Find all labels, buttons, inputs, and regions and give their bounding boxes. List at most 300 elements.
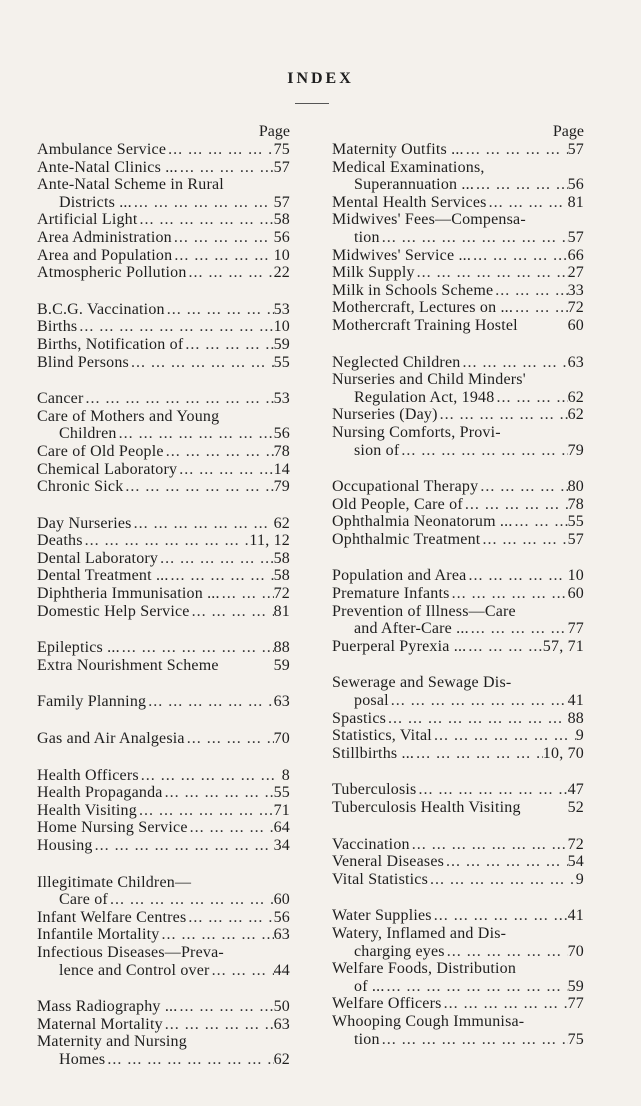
index-entry bbox=[332, 620, 584, 638]
index-entry bbox=[37, 926, 290, 944]
index-entry bbox=[37, 211, 290, 229]
entry-term: Premature Infants bbox=[332, 585, 450, 603]
index-entry bbox=[37, 730, 290, 748]
index-entry bbox=[332, 960, 584, 978]
dot-leader bbox=[187, 1033, 290, 1051]
entry-page-number: 60 bbox=[273, 891, 290, 909]
dot-leader bbox=[485, 159, 584, 177]
index-entry bbox=[332, 176, 584, 194]
entry-page-number: 41 bbox=[567, 907, 584, 925]
dot-leader bbox=[516, 603, 584, 621]
entry-term: Prevention of Illness—Care bbox=[332, 602, 516, 620]
entry-page-number: 10, 70 bbox=[542, 744, 584, 762]
entry-page-number: 59 bbox=[273, 656, 290, 674]
dot-leader bbox=[83, 532, 250, 550]
index-entry bbox=[332, 354, 584, 372]
index-entry bbox=[332, 299, 584, 317]
entry-page-number: 60 bbox=[567, 316, 584, 334]
index-entry bbox=[332, 424, 584, 442]
entry-page-number: 88 bbox=[273, 639, 290, 657]
dot-leader bbox=[521, 799, 568, 817]
entry-term: Domestic Help Service bbox=[37, 602, 190, 620]
entry-page-number: 63 bbox=[273, 1015, 290, 1033]
entry-page-number: 72 bbox=[567, 835, 584, 853]
index-entry bbox=[332, 282, 584, 300]
entry-term: lence and Control over bbox=[59, 961, 210, 979]
dot-leader bbox=[442, 995, 568, 1013]
entry-page-number: 54 bbox=[567, 853, 584, 871]
entry-page-number: 72 bbox=[567, 299, 584, 317]
entry-page-number: 47 bbox=[567, 781, 584, 799]
dot-leader bbox=[177, 461, 273, 479]
title-divider bbox=[295, 103, 329, 104]
entry-page-number: 44 bbox=[273, 961, 290, 979]
index-entry bbox=[37, 478, 290, 496]
dot-leader bbox=[138, 211, 274, 229]
dot-leader bbox=[84, 390, 274, 408]
entry-term: tion bbox=[354, 1030, 380, 1048]
entry-term: Epileptics ... bbox=[37, 639, 120, 657]
dot-leader bbox=[380, 1031, 568, 1049]
entry-term: Ophthalmic Treatment bbox=[332, 530, 481, 548]
entry-page-number: 77 bbox=[567, 620, 584, 638]
entry-page-number: 10 bbox=[567, 567, 584, 585]
dot-leader bbox=[132, 515, 274, 533]
entry-page-number: 56 bbox=[567, 176, 584, 194]
entry-term: Vaccination bbox=[332, 835, 410, 853]
entry-term: Infantile Mortality bbox=[37, 926, 160, 944]
entry-page-number: 60 bbox=[567, 585, 584, 603]
entry-term: Milk in Schools Scheme bbox=[332, 281, 494, 299]
index-entry bbox=[332, 442, 584, 460]
entry-term: Illegitimate Children— bbox=[37, 873, 192, 891]
index-entry bbox=[332, 995, 584, 1013]
dot-leader bbox=[158, 550, 273, 568]
entry-term: of ... bbox=[354, 977, 385, 995]
section-gap bbox=[37, 282, 290, 301]
dot-leader bbox=[224, 944, 290, 962]
dot-leader bbox=[516, 960, 584, 978]
entry-term: tion bbox=[354, 228, 380, 246]
entry-term: Regulation Act, 1948 bbox=[354, 388, 495, 406]
entry-page-number: 88 bbox=[567, 709, 584, 727]
entry-term: Ante-Natal Clinics ... bbox=[37, 158, 178, 176]
index-column-right bbox=[332, 123, 584, 1048]
entry-term: Tuberculosis bbox=[332, 781, 417, 799]
entry-term: Maternity and Nursing bbox=[37, 1033, 187, 1051]
entry-term: Watery, Inflamed and Dis- bbox=[332, 924, 507, 942]
entry-term: Welfare Foods, Distribution bbox=[332, 960, 517, 978]
index-entry bbox=[37, 354, 290, 372]
index-entry bbox=[332, 264, 584, 282]
dot-leader bbox=[186, 909, 273, 927]
index-entry bbox=[37, 229, 290, 247]
entry-term: Midwives' Fees—Compensa- bbox=[332, 211, 526, 229]
entry-term: Deaths bbox=[37, 532, 83, 550]
index-entry bbox=[332, 745, 584, 763]
index-entry bbox=[332, 603, 584, 621]
entry-term: charging eyes bbox=[354, 942, 445, 960]
dot-leader bbox=[380, 229, 568, 247]
index-entry bbox=[332, 853, 584, 871]
entry-term: Care of Mothers and Young bbox=[37, 407, 220, 425]
entry-page-number: 63 bbox=[273, 926, 290, 944]
dot-leader bbox=[524, 1013, 584, 1031]
index-entry bbox=[332, 799, 584, 817]
dot-leader bbox=[506, 925, 584, 943]
index-entry bbox=[37, 425, 290, 443]
entry-page-number: 75 bbox=[567, 1030, 584, 1048]
entry-page-number: 33 bbox=[567, 281, 584, 299]
dot-leader bbox=[463, 496, 568, 514]
index-entry bbox=[37, 550, 290, 568]
dot-leader bbox=[410, 836, 568, 854]
entry-page-number: 10 bbox=[273, 318, 290, 336]
index-entry bbox=[37, 141, 290, 159]
dot-leader bbox=[480, 531, 567, 549]
section-gap bbox=[37, 979, 290, 998]
entry-page-number: 62 bbox=[273, 1050, 290, 1068]
index-entry bbox=[332, 871, 584, 889]
index-entry bbox=[37, 264, 290, 282]
dot-leader bbox=[77, 318, 273, 336]
index-entry bbox=[332, 317, 584, 335]
index-entry bbox=[332, 710, 584, 728]
dot-leader bbox=[117, 425, 274, 443]
dot-leader bbox=[513, 299, 568, 317]
entry-page-number: 41 bbox=[567, 692, 584, 710]
index-column-left bbox=[37, 123, 290, 1069]
entry-page-number: 22 bbox=[273, 264, 290, 282]
entry-page-number: 64 bbox=[273, 819, 290, 837]
entry-page-number: 79 bbox=[567, 441, 584, 459]
index-entry bbox=[332, 638, 584, 656]
entry-page-number: 59 bbox=[273, 335, 290, 353]
index-entry bbox=[37, 567, 290, 585]
index-entry bbox=[37, 301, 290, 319]
index-entry bbox=[37, 693, 290, 711]
entry-term: Midwives' Service ... bbox=[332, 246, 472, 264]
entry-page-number: 70 bbox=[273, 730, 290, 748]
dot-leader bbox=[526, 371, 584, 389]
entry-term: sion of bbox=[354, 441, 400, 459]
index-entry bbox=[332, 978, 584, 996]
dot-leader bbox=[478, 478, 567, 496]
dot-leader bbox=[187, 264, 274, 282]
entry-term: Care of Old People bbox=[37, 442, 164, 460]
index-entry bbox=[37, 802, 290, 820]
entry-term: Maternal Mortality bbox=[37, 1015, 163, 1033]
index-entry bbox=[37, 585, 290, 603]
entry-term: Vital Statistics bbox=[332, 870, 429, 888]
entry-term: B.C.G. Vaccination bbox=[37, 300, 165, 318]
entry-term: Veneral Diseases bbox=[332, 853, 445, 871]
entry-page-number: 11, 12 bbox=[249, 532, 290, 550]
dot-leader bbox=[466, 567, 567, 585]
index-entry bbox=[37, 784, 290, 802]
index-entry bbox=[332, 836, 584, 854]
index-entries-right bbox=[332, 141, 584, 1048]
entry-term: Births, Notification of bbox=[37, 335, 184, 353]
entry-term: Chronic Sick bbox=[37, 478, 124, 496]
entry-term: Stillbirths ... bbox=[332, 744, 415, 762]
index-entry bbox=[37, 159, 290, 177]
entry-term: Districts ... bbox=[59, 193, 132, 211]
index-entry bbox=[37, 318, 290, 336]
entry-term: Neglected Children bbox=[332, 353, 461, 371]
entry-term: Day Nurseries bbox=[37, 514, 132, 532]
index-entry bbox=[332, 674, 584, 692]
entry-term: Ante-Natal Scheme in Rural bbox=[37, 176, 224, 194]
dot-leader bbox=[494, 389, 567, 407]
entry-page-number: 57 bbox=[273, 158, 290, 176]
entry-term: Gas and Air Analgesia bbox=[37, 730, 185, 748]
index-entry bbox=[37, 336, 290, 354]
dot-leader bbox=[518, 317, 568, 335]
entry-term: posal bbox=[354, 692, 389, 710]
index-entry bbox=[332, 781, 584, 799]
entry-term: Ambulance Service bbox=[37, 141, 167, 158]
entry-page-number: 57, 71 bbox=[542, 637, 584, 655]
entry-term: Mass Radiography ... bbox=[37, 998, 178, 1016]
dot-leader bbox=[185, 730, 274, 748]
index-entry bbox=[332, 371, 584, 389]
dot-leader bbox=[188, 819, 274, 837]
dot-leader bbox=[108, 891, 274, 909]
page-title: INDEX bbox=[287, 70, 354, 87]
index-entry bbox=[37, 532, 290, 550]
dot-leader bbox=[385, 978, 568, 996]
entry-page-number: 8 bbox=[281, 766, 290, 784]
entry-term: Blind Persons bbox=[37, 353, 129, 371]
dot-leader bbox=[93, 837, 274, 855]
index-entry bbox=[37, 639, 290, 657]
entry-term: Water Supplies bbox=[332, 907, 432, 925]
dot-leader bbox=[450, 585, 568, 603]
index-entry bbox=[332, 727, 584, 745]
dot-leader bbox=[105, 1051, 273, 1069]
index-entry bbox=[332, 907, 584, 925]
dot-leader bbox=[389, 692, 568, 710]
section-gap bbox=[37, 371, 290, 390]
dot-leader bbox=[466, 638, 542, 656]
section-gap bbox=[332, 655, 584, 674]
index-entry bbox=[332, 478, 584, 496]
entry-page-number: 58 bbox=[273, 549, 290, 567]
entry-page-number: 62 bbox=[567, 388, 584, 406]
dot-leader bbox=[511, 674, 584, 692]
entry-term: Care of bbox=[59, 891, 108, 909]
index-entry bbox=[332, 925, 584, 943]
index-entry bbox=[332, 211, 584, 229]
entry-page-number: 27 bbox=[567, 264, 584, 282]
section-gap bbox=[37, 620, 290, 639]
entry-term: Spastics bbox=[332, 709, 387, 727]
entry-term: Extra Nourishment Scheme bbox=[37, 656, 219, 674]
dot-leader bbox=[191, 874, 290, 892]
entry-page-number: 71 bbox=[273, 801, 290, 819]
section-gap bbox=[37, 855, 290, 874]
index-entry bbox=[332, 406, 584, 424]
index-entry bbox=[332, 247, 584, 265]
index-entries-left bbox=[37, 141, 290, 1069]
index-entry bbox=[37, 408, 290, 426]
dot-leader bbox=[165, 301, 274, 319]
dot-leader bbox=[139, 767, 282, 785]
index-entry bbox=[37, 194, 290, 212]
entry-term: Medical Examinations, bbox=[332, 158, 485, 176]
dot-leader bbox=[137, 802, 274, 820]
dot-leader bbox=[428, 871, 576, 889]
entry-term: Infant Welfare Centres bbox=[37, 908, 187, 926]
dot-leader bbox=[190, 603, 274, 621]
entry-page-number: 9 bbox=[575, 727, 584, 745]
entry-term: Whooping Cough Immunisa- bbox=[332, 1012, 525, 1030]
entry-page-number: 57 bbox=[567, 228, 584, 246]
dot-leader bbox=[178, 159, 274, 177]
entry-page-number: 56 bbox=[273, 228, 290, 246]
index-entry bbox=[37, 891, 290, 909]
dot-leader bbox=[132, 194, 274, 212]
index-entry bbox=[332, 496, 584, 514]
entry-term: Housing bbox=[37, 837, 93, 854]
index-entry bbox=[332, 1031, 584, 1049]
index-entry bbox=[332, 567, 584, 585]
entry-page-number: 57 bbox=[567, 530, 584, 548]
dot-leader bbox=[474, 176, 568, 194]
dot-leader bbox=[177, 998, 273, 1016]
dot-leader bbox=[210, 962, 274, 980]
index-entry bbox=[37, 909, 290, 927]
entry-page-number: 57 bbox=[273, 193, 290, 211]
entry-page-number: 56 bbox=[273, 908, 290, 926]
dot-leader bbox=[172, 229, 274, 247]
index-entry bbox=[37, 176, 290, 194]
section-gap bbox=[37, 674, 290, 693]
dot-leader bbox=[399, 442, 567, 460]
dot-leader bbox=[164, 443, 274, 461]
entry-page-number: 79 bbox=[273, 478, 290, 496]
dot-leader bbox=[163, 1016, 274, 1034]
entry-page-number: 59 bbox=[567, 977, 584, 995]
index-entry bbox=[37, 874, 290, 892]
index-entry bbox=[37, 819, 290, 837]
entry-page-number: 63 bbox=[273, 693, 290, 711]
index-entry bbox=[37, 767, 290, 785]
entry-term: Statistics, Vital bbox=[332, 727, 432, 745]
index-entry bbox=[37, 998, 290, 1016]
section-gap bbox=[37, 711, 290, 730]
entry-page-number: 78 bbox=[567, 495, 584, 513]
dot-leader bbox=[445, 943, 568, 961]
entry-term: Population and Area bbox=[332, 567, 467, 585]
index-entry bbox=[37, 1033, 290, 1051]
entry-term: Dental Treatment ... bbox=[37, 567, 169, 585]
section-gap bbox=[332, 888, 584, 907]
dot-leader bbox=[438, 406, 568, 424]
dot-leader bbox=[120, 639, 274, 657]
section-gap bbox=[37, 496, 290, 515]
entry-term: Tuberculosis Health Visiting bbox=[332, 799, 521, 816]
entry-page-number: 62 bbox=[567, 406, 584, 424]
entry-term: Homes bbox=[59, 1050, 106, 1068]
entry-term: Cancer bbox=[37, 390, 84, 408]
entry-page-number: 58 bbox=[273, 567, 290, 585]
entry-page-number: 81 bbox=[567, 193, 584, 211]
index-entry bbox=[37, 962, 290, 980]
index-entry bbox=[332, 159, 584, 177]
entry-term: Area and Population bbox=[37, 246, 173, 264]
index-entry bbox=[332, 531, 584, 549]
dot-leader bbox=[219, 408, 290, 426]
index-entry bbox=[37, 657, 290, 675]
entry-page-number: 75 bbox=[273, 141, 290, 158]
entry-term: Mental Health Services bbox=[332, 193, 487, 211]
index-entry bbox=[37, 944, 290, 962]
entry-term: Health Officers bbox=[37, 766, 139, 784]
index-entry bbox=[37, 443, 290, 461]
entry-page-number: 72 bbox=[273, 585, 290, 603]
entry-term: Children bbox=[59, 425, 117, 443]
index-entry bbox=[332, 194, 584, 212]
entry-term: Births bbox=[37, 318, 78, 336]
entry-page-number: 55 bbox=[273, 784, 290, 802]
dot-leader bbox=[219, 657, 274, 675]
dot-leader bbox=[432, 727, 576, 745]
entry-page-number: 62 bbox=[273, 514, 290, 532]
section-gap bbox=[332, 459, 584, 478]
entry-term: Diphtheria Immunisation ... bbox=[37, 585, 220, 603]
dot-leader bbox=[224, 176, 290, 194]
entry-term: Nursing Comforts, Provi- bbox=[332, 423, 501, 441]
page-column-label: Page bbox=[258, 123, 290, 140]
entry-page-number: 55 bbox=[273, 353, 290, 371]
index-entry bbox=[37, 837, 290, 855]
entry-page-number: 57 bbox=[567, 141, 584, 158]
dot-leader bbox=[166, 141, 273, 159]
index-entry bbox=[332, 943, 584, 961]
dot-leader bbox=[471, 247, 568, 265]
entry-page-number: 34 bbox=[273, 837, 290, 854]
index-entry bbox=[37, 1016, 290, 1034]
entry-term: Old People, Care of bbox=[332, 495, 463, 513]
dot-leader bbox=[415, 264, 568, 282]
dot-leader bbox=[386, 710, 568, 728]
entry-term: Mothercraft Training Hostel bbox=[332, 316, 518, 334]
dot-leader bbox=[129, 354, 274, 372]
index-entry bbox=[37, 461, 290, 479]
entry-page-number: 50 bbox=[273, 998, 290, 1016]
index-entry bbox=[332, 141, 584, 159]
entry-page-number: 14 bbox=[273, 460, 290, 478]
entry-page-number: 55 bbox=[567, 513, 584, 531]
entry-term: Mothercraft, Lectures on ... bbox=[332, 299, 514, 317]
section-gap bbox=[332, 817, 584, 836]
entry-term: Ophthalmia Neonatorum ... bbox=[332, 513, 513, 531]
entry-term: Chemical Laboratory bbox=[37, 460, 178, 478]
entry-page-number: 53 bbox=[273, 390, 290, 408]
entry-page-number: 81 bbox=[273, 602, 290, 620]
dot-leader bbox=[487, 194, 568, 212]
section-gap bbox=[332, 548, 584, 567]
dot-leader bbox=[169, 567, 274, 585]
index-entry bbox=[332, 1013, 584, 1031]
dot-leader bbox=[460, 354, 567, 372]
section-gap bbox=[332, 762, 584, 781]
dot-leader bbox=[417, 781, 568, 799]
entry-term: Puerperal Pyrexia ... bbox=[332, 637, 467, 655]
index-entry bbox=[332, 389, 584, 407]
